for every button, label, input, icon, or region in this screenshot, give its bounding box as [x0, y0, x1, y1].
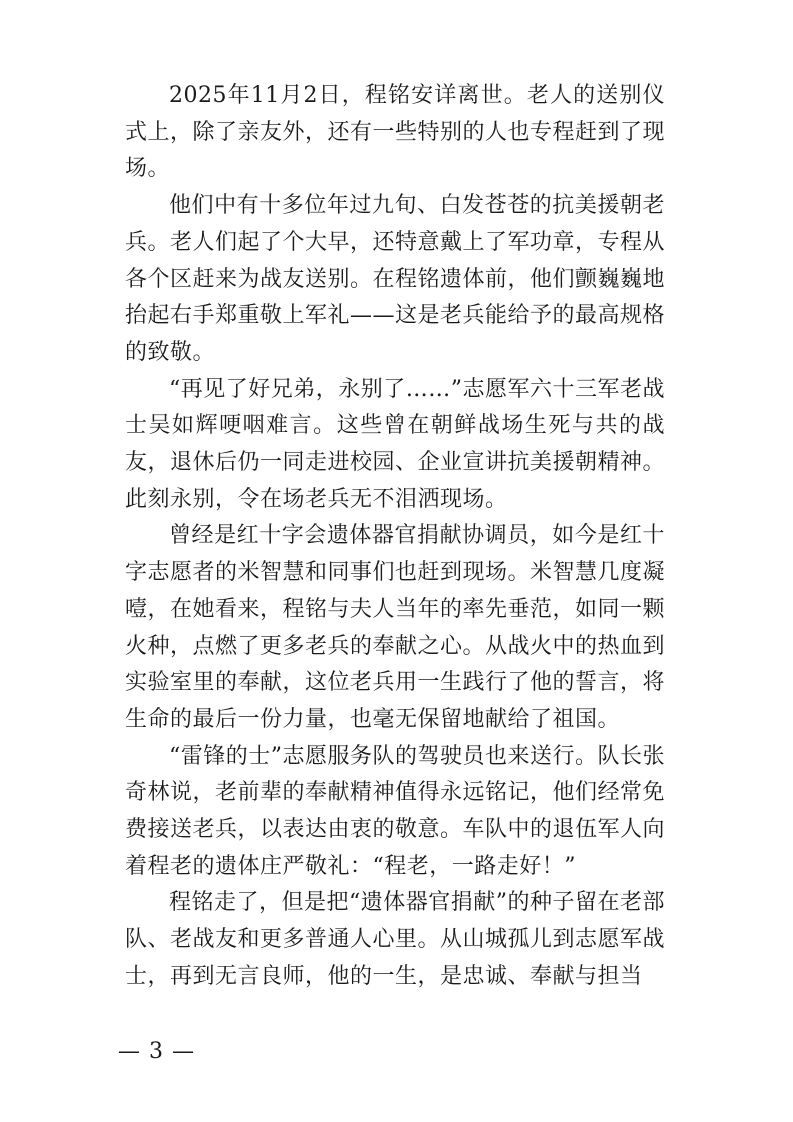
body-text	[125, 78, 665, 996]
paragraph-5: “雷锋的士”志愿服务队的驾驶员也来送行。队长张奇林说，老前辈的奉献精神值得永远铭记，他们经常免费接送老兵，以表达由衷的敬意。车队中的退伍军人向着程老的遗体庄严敬礼：“程老，一路走好！”	[125, 743, 666, 879]
page-number: — 3 —	[118, 1039, 195, 1064]
paragraph-6: 程铭走了，但是把“遗体器官捐献”的种子留在老部队、老战友和更多普通人心里。从山城孤儿到志愿军战士，再到无言良师，他的一生，是忠诚、奉献与担当	[125, 890, 666, 989]
paragraph-2: 他们中有十多位年过九旬、白发苍苍的抗美援朝老兵。老人们起了个大早，还特意戴上了军功章，专程从各个区赶来为战友送别。在程铭遗体前，他们颤巍巍地抬起右手郑重敬上军礼——这是老兵能给予的最高规格的致敬。	[125, 193, 666, 365]
paragraph-1: 2025年11月2日，程铭安详离世。老人的送别仪式上，除了亲友外，还有一些特别的人也专程赶到了现场。	[125, 83, 666, 182]
paragraph-3: “再见了好兄弟，永别了……”志愿军六十三军老战士吴如辉哽咽难言。这些曾在朝鲜战场生死与共的战友，退休后仍一同走进校园、企业宣讲抗美援朝精神。此刻永别，令在场老兵无不泪洒现场。	[125, 376, 666, 512]
paragraph-4: 曾经是红十字会遗体器官捐献协调员，如今是红十字志愿者的米智慧和同事们也赶到现场。米智慧几度凝噎，在她看来，程铭与夫人当年的率先垂范，如同一颗火种，点燃了更多老兵的奉献之心。从战火中的热血到实验室里的奉献，这位老兵用一生践行了他的誓言，将生命的最后一份力量，也毫无保留地献给了祖国。	[125, 523, 666, 732]
